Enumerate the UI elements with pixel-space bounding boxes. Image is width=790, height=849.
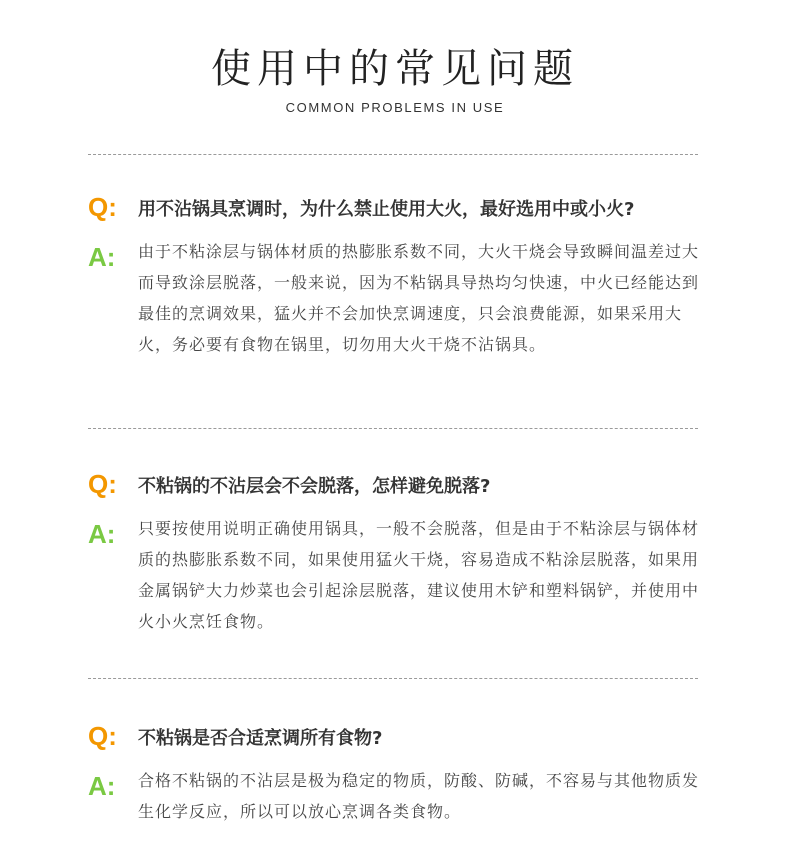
question-text: 用不沾锅具烹调时，为什么禁止使用大火，最好选用中或小火? bbox=[138, 199, 635, 220]
question-text: 不粘锅的不沾层会不会脱落，怎样避免脱落? bbox=[138, 476, 491, 497]
answer-text: 合格不粘锅的不沾层是极为稳定的物质，防酸、防碱，不容易与其他物质发生化学反应，所以可以放心烹调各类食物。 bbox=[138, 771, 700, 821]
question-marker: Q: bbox=[88, 721, 117, 751]
question-text: 不粘锅是否合适烹调所有食物? bbox=[138, 728, 383, 749]
question-marker: Q: bbox=[88, 192, 117, 222]
divider-1 bbox=[88, 428, 698, 429]
answer-text: 只要按使用说明正确使用锅具，一般不会脱落，但是由于不粘涂层与锅体材质的热膨胀系数不同，如果使用猛火干烧，容易造成不粘涂层脱落，如果用金属锅铲大力炒菜也会引起涂层脱落，建议使用木铲和塑料锅铲，并使用中火小火烹饪食物。 bbox=[138, 519, 700, 631]
divider-2 bbox=[88, 678, 698, 679]
question-marker: Q: bbox=[88, 469, 117, 499]
divider-top bbox=[88, 154, 698, 155]
page-title: 使用中的常见问题 bbox=[211, 46, 579, 92]
answer-text: 由于不粘涂层与锅体材质的热膨胀系数不同，大火干烧会导致瞬间温差过大而导致涂层脱落，一般来说，因为不粘锅具导热均匀快速，中火已经能达到最佳的烹调效果，猛火并不会加快烹调速度，只会浪费能源，如果采用大火，务必要有食物在锅里，切勿用大火干烧不沾锅具。 bbox=[138, 242, 700, 354]
answer-marker: A: bbox=[88, 242, 116, 272]
answer-marker: A: bbox=[88, 519, 116, 549]
page-subtitle: COMMON PROBLEMS IN USE bbox=[285, 100, 505, 115]
answer-marker: A: bbox=[88, 771, 116, 801]
page-header bbox=[0, 44, 790, 115]
